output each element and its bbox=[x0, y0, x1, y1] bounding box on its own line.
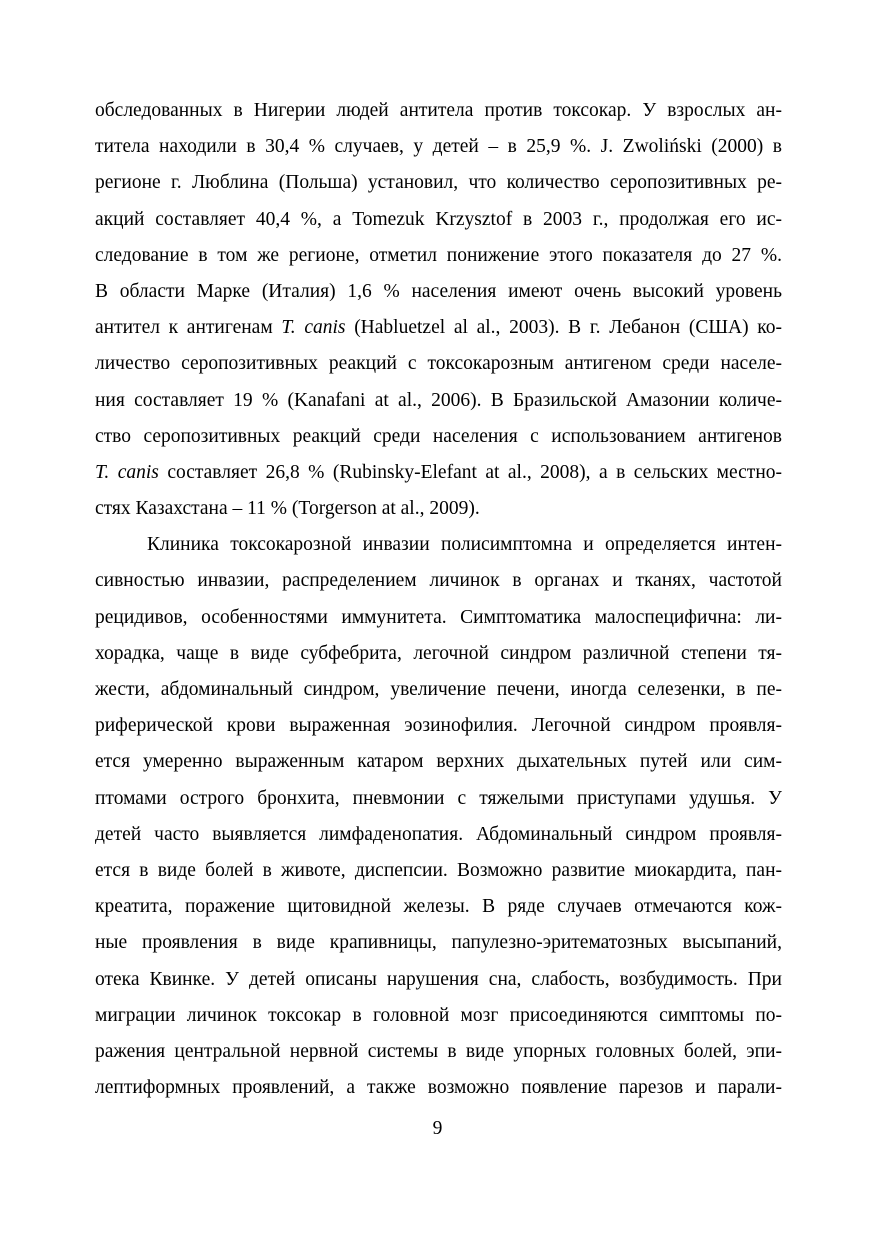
text-line: ется умеренно выраженным катаром верхних дыхательных путей или сим- bbox=[95, 751, 782, 773]
text-line: ные проявления в виде крапивницы, папулезно-эритематозных высыпаний, bbox=[95, 932, 782, 954]
text-line: хорадка, чаще в виде субфебрита, легочной синдром различной степени тя- bbox=[95, 642, 782, 664]
text-line: риферической крови выраженная эозинофилия. Легочной синдром проявля- bbox=[95, 715, 782, 737]
text-line: следование в том же регионе, отметил понижение этого показателя до 27 %. bbox=[95, 244, 782, 266]
text-line: жести, абдоминальный синдром, увеличение печени, иногда селезенки, в пе- bbox=[95, 679, 782, 700]
text-line: сивностью инвазии, распределением личинок в органах и тканях, частотой bbox=[95, 570, 782, 592]
text-line: лептиформных проявлений, а также возможно появление парезов и парали- bbox=[95, 1077, 782, 1099]
text-line: Клиника токсокарозной инвазии полисимптомна и определяется интен- bbox=[147, 534, 782, 556]
text-line: личество серопозитивных реакций с токсокарозным антигеном среди населе- bbox=[95, 353, 782, 375]
species-name: T. canis bbox=[281, 317, 346, 339]
text-line: креатита, поражение щитовидной железы. В ряде случаев отмечаются кож- bbox=[95, 896, 782, 918]
text-line: регионе г. Люблина (Польша) установил, что количество серопозитивных ре- bbox=[95, 172, 782, 194]
text-line: акций составляет 40,4 %, а Tomezuk Krzysztof в 2003 г., продолжая его ис- bbox=[95, 208, 782, 230]
text-line: стях Казахстана – 11 % (Torgerson at al., 2009). bbox=[95, 498, 480, 520]
text-line: отека Квинке. У детей описаны нарушения сна, слабость, возбудимость. При bbox=[95, 968, 782, 990]
body-text bbox=[95, 93, 782, 1106]
text-line: ство серопозитивных реакций среди населения с использованием антигенов bbox=[95, 425, 782, 447]
text-line: детей часто выявляется лимфаденопатия. Абдоминальный синдром проявля- bbox=[95, 823, 782, 845]
text-line: В области Марке (Италия) 1,6 % населения имеют очень высокий уровень bbox=[95, 280, 782, 302]
text-line: миграции личинок токсокар в головной мозг присоединяются симптомы по- bbox=[95, 1004, 782, 1026]
text-line: птомами острого бронхита, пневмонии с тяжелыми приступами удушья. У bbox=[95, 787, 782, 809]
text-line: титела находили в 30,4 % случаев, у детей – в 25,9 %. J. Zwoliński (2000) в bbox=[95, 136, 782, 158]
species-name: T. canis bbox=[95, 461, 159, 483]
text-line: ется в виде болей в животе, диспепсии. Возможно развитие миокардита, пан- bbox=[95, 859, 782, 881]
page-number: 9 bbox=[432, 1118, 443, 1139]
text-line: обследованных в Нигерии людей антитела против токсокар. У взрослых ан- bbox=[95, 100, 782, 121]
text-line: рецидивов, особенностями иммунитета. Симптоматика малоспецифична: ли- bbox=[95, 606, 782, 628]
text-line: ражения центральной нервной системы в виде упорных головных болей, эпи- bbox=[95, 1040, 782, 1062]
text-line: антител к антигенам T. canis (Habluetzel al al., 2003). В г. Лебанон (США) ко- bbox=[95, 317, 782, 339]
text-line: ния составляет 19 % (Kanafani at al., 2006). В Бразильской Амазонии количе- bbox=[95, 389, 782, 411]
text-line: T. canis составляет 26,8 % (Rubinsky-Elefant at al., 2008), а в сельских местно- bbox=[95, 461, 783, 483]
